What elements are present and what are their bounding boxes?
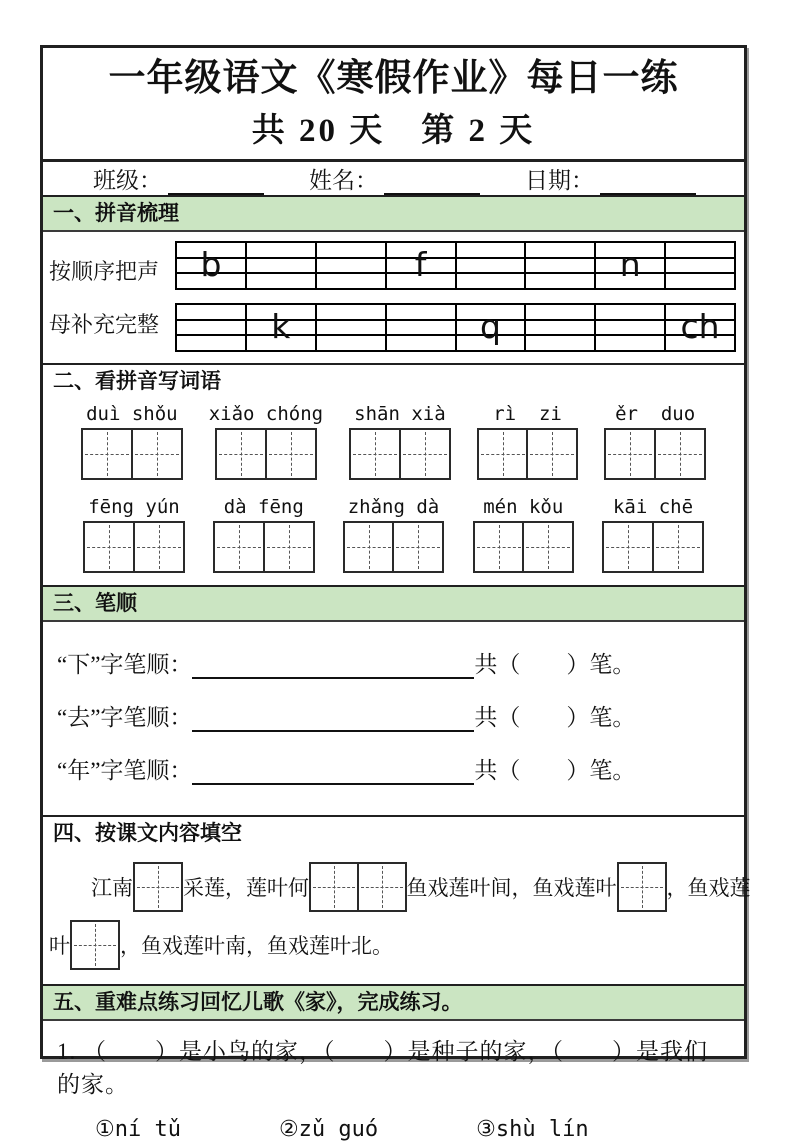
stroke-answer-blank[interactable] [192,703,474,731]
stroke-prompt: “下”字笔顺： [57,651,193,677]
date-blank[interactable] [600,167,696,195]
section1-body [43,232,744,363]
pinyin-letter: ch [680,307,720,347]
stroke-prompt: “年”字笔顺： [57,757,193,783]
text-segment: ，鱼戏莲 [666,876,751,900]
pinyin-grid-cell[interactable] [526,243,596,288]
pinyin-grid-cell[interactable] [457,243,527,288]
writing-box-pair [473,521,575,573]
word-row-2 [43,492,744,585]
word-group [473,496,575,573]
writing-box[interactable] [213,521,265,573]
writing-box[interactable] [215,428,267,480]
pinyin-grid-1 [175,241,736,290]
word-group [213,496,315,573]
option-2: ②zǔ guó [278,1117,379,1142]
word-group [602,496,704,573]
student-info-row [43,162,744,197]
writing-box[interactable] [343,521,395,573]
pinyin-grid-cell[interactable] [387,305,457,350]
option-3: ③shù lín [476,1117,589,1142]
pinyin-label: shān xià [354,402,446,425]
instruction-line2: 母补充完整 [49,312,160,338]
writing-box-pair [81,428,183,480]
writing-box-pair [215,428,317,480]
fill-box[interactable] [617,862,667,912]
stroke-order-item [57,752,730,785]
writing-box[interactable] [473,521,525,573]
section2-header: 二、看拼音写词语 [53,370,221,394]
stroke-order-item [57,699,730,732]
writing-box[interactable] [81,428,133,480]
fill-line-1 [43,862,751,912]
text-segment: 江南 [91,876,133,900]
pinyin-grid-cell[interactable] [387,243,457,288]
pinyin-grid-cell[interactable] [177,243,247,288]
pinyin-label: zhǎng dà [347,495,440,518]
name-field [309,162,480,195]
section-key-practice [43,984,744,1142]
pinyin-label: kāi chē [612,495,694,518]
word-group [477,403,579,480]
date-label: 日期： [525,168,594,194]
writing-box[interactable] [654,428,706,480]
pinyin-letter: q [479,307,501,347]
section1-header: 一、拼音梳理 [43,197,744,232]
pinyin-grid-cell[interactable] [317,305,387,350]
pinyin-label: fēng yún [88,495,180,518]
writing-box-pair [604,428,706,480]
worksheet-title: 一年级语文《寒假作业》每日一练 [108,58,679,99]
pinyin-grids [175,241,736,352]
pinyin-letter: b [200,245,222,285]
class-label: 班级： [93,168,162,194]
section3-header: 三、笔顺 [43,587,744,622]
worksheet-subtitle: 共 20 天 第 2 天 [251,113,536,150]
instruction-line1: 按顺序把声 [49,258,160,284]
writing-box[interactable] [263,521,315,573]
name-label: 姓名： [309,168,378,194]
fill-line-2 [43,920,744,970]
fill-box[interactable] [70,920,120,970]
pinyin-grid-cell[interactable] [457,305,527,350]
writing-box-pair [213,521,315,573]
word-row-1 [43,399,744,492]
writing-box[interactable] [399,428,451,480]
stroke-prompt: “去”字笔顺： [57,704,193,730]
pinyin-letter: k [271,307,291,347]
fill-box[interactable] [357,862,407,912]
word-group [343,496,445,573]
text-segment: ，鱼戏莲叶南，鱼戏莲叶北。 [120,934,393,958]
stroke-count-prompt: 共（ ）笔。 [474,757,636,783]
pinyin-label: dà fēng [223,495,304,518]
pinyin-grid-cell[interactable] [247,305,317,350]
section5-header: 五、重难点练习回忆儿歌《家》，完成练习。 [43,986,744,1021]
pinyin-letter: n [619,245,641,285]
stroke-count-prompt: 共（ ）笔。 [474,651,636,677]
stroke-order-item [57,646,730,679]
class-blank[interactable] [168,167,264,195]
section3-body [43,622,744,815]
section-stroke-order [43,585,744,815]
writing-box[interactable] [133,521,185,573]
writing-box-pair [343,521,445,573]
text-segment: 叶 [49,934,70,958]
text-segment: 采莲，莲叶何 [183,876,309,900]
writing-box[interactable] [265,428,317,480]
writing-box[interactable] [526,428,578,480]
section-write-words [43,363,744,584]
pinyin-grid-cell[interactable] [596,243,666,288]
stroke-count-prompt: 共（ ）笔。 [474,704,636,730]
writing-box[interactable] [392,521,444,573]
stroke-answer-blank[interactable] [192,756,474,784]
writing-box-pair [349,428,451,480]
pinyin-label: xiǎo chóng [208,402,324,425]
word-group [349,403,451,480]
writing-box[interactable] [477,428,529,480]
name-blank[interactable] [384,167,480,195]
date-field [525,162,696,195]
word-group [81,403,183,480]
fill-box[interactable] [309,862,359,912]
writing-box[interactable] [652,521,704,573]
pinyin-grid-2 [175,303,736,352]
section1-instruction [49,241,175,352]
writing-box[interactable] [131,428,183,480]
writing-box[interactable] [604,428,656,480]
writing-box[interactable] [349,428,401,480]
title-block [43,48,744,162]
writing-box[interactable] [522,521,574,573]
pinyin-letter: f [414,245,427,285]
pinyin-label: duì shǒu [86,402,178,425]
option-1: ①ní tǔ [95,1117,181,1142]
text-segment: 鱼戏莲叶间，鱼戏莲叶 [406,876,617,900]
writing-box-pair [477,428,579,480]
word-group [604,403,706,480]
worksheet-sheet [40,45,751,1142]
pinyin-grid-cell[interactable] [317,243,387,288]
section-pinyin-review [43,197,744,363]
pinyin-grid-cell[interactable] [666,305,734,350]
stroke-answer-blank[interactable] [192,650,474,678]
fill-box-pair [309,862,407,912]
pinyin-grid-cell[interactable] [177,305,247,350]
pinyin-grid-cell[interactable] [666,243,734,288]
fill-box[interactable] [133,862,183,912]
word-group [83,496,185,573]
writing-box-pair [602,521,704,573]
options-row [43,1099,744,1142]
writing-box[interactable] [602,521,654,573]
pinyin-label: rì zi [493,402,562,425]
pinyin-grid-cell[interactable] [247,243,317,288]
pinyin-label: ěr duo [615,402,696,425]
question-1: 1. （ ）是小鸟的家，（ ）是种子的家，（ ）是我们的家。 [57,1039,708,1098]
section4-header: 四、按课文内容填空 [53,821,242,845]
writing-box-pair [83,521,185,573]
pinyin-label: mén kǒu [483,495,564,518]
writing-box[interactable] [83,521,135,573]
pinyin-grid-cell[interactable] [526,305,596,350]
section-fill-text [43,815,751,984]
class-field [93,162,264,195]
word-group [209,403,323,480]
pinyin-grid-cell[interactable] [596,305,666,350]
